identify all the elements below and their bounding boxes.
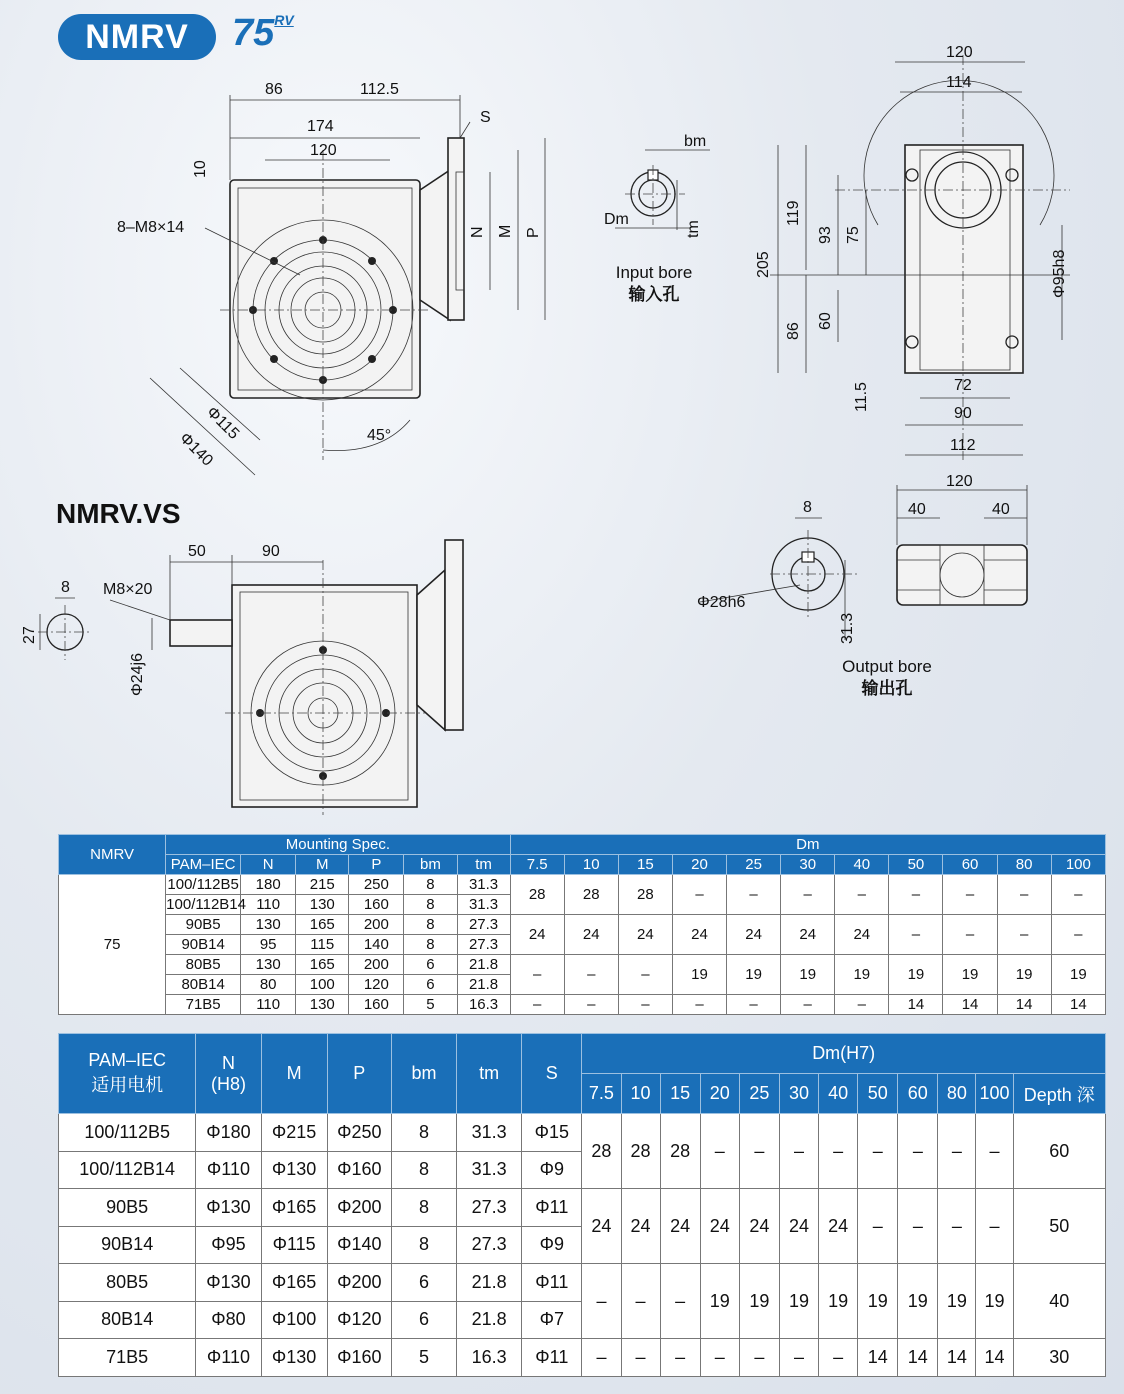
input-bore-caption: Input bore 输入孔 (615, 263, 693, 304)
t2-bm-header: bm (391, 1034, 456, 1114)
svg-text:S: S (480, 109, 491, 126)
svg-text:27: 27 (21, 626, 38, 644)
t1-mount-header: Mounting Spec. (166, 835, 510, 855)
table-row: 80B5 130 165 200 6 21.8 – – – 19 19 19 19 19 19 19 19 (59, 955, 1106, 975)
table-row: 90B14 Φ95 Φ115 Φ140 8 27.3 Φ9 (59, 1226, 1106, 1264)
t1-subheader-row: PAM–IEC N M P bm tm 7.5 10 15 20 25 30 40 50 60 80 100 (59, 855, 1106, 875)
svg-text:M8×20: M8×20 (103, 581, 153, 598)
side-view-drawing (755, 44, 1070, 460)
table-row: 90B5 Φ130 Φ165 Φ200 8 27.3 Φ11 24 24 24 24 24 24 24 – – – – 50 (59, 1189, 1106, 1227)
svg-text:45°: 45° (367, 427, 392, 444)
table-row: 100/112B5 Φ180 Φ215 Φ250 8 31.3 Φ15 28 28 28 – – – – – – – – 60 (59, 1114, 1106, 1152)
svg-text:40: 40 (908, 501, 926, 518)
t2-subheader-row: 7.5 10 15 20 25 30 40 50 60 80 100 Depth 深 (59, 1074, 1106, 1114)
t2-depth-header: Depth 深 (1013, 1074, 1105, 1114)
t2-pam-header: PAM–IEC 适用电机 (59, 1034, 196, 1114)
svg-text:50: 50 (188, 543, 206, 560)
table-row: 71B5 Φ110 Φ130 Φ160 5 16.3 Φ11 – – – – – – – 14 14 14 14 30 (59, 1339, 1106, 1377)
svg-text:75: 75 (845, 226, 862, 244)
svg-text:Φ95h8: Φ95h8 (1051, 249, 1068, 298)
svg-text:90: 90 (262, 543, 280, 560)
svg-text:Dm: Dm (604, 211, 629, 228)
svg-text:60: 60 (817, 312, 834, 330)
table-row: 80B14 80 100 120 6 21.8 (59, 975, 1106, 995)
t1-dm-header: Dm (510, 835, 1105, 855)
svg-text:Φ140: Φ140 (176, 429, 217, 470)
table-row: 100/112B14 Φ110 Φ130 Φ160 8 31.3 Φ9 (59, 1151, 1106, 1189)
series-badge: NMRV (58, 14, 216, 60)
table-row: 100/112B14 110 130 160 8 31.3 (59, 895, 1106, 915)
svg-text:114: 114 (946, 74, 972, 91)
svg-text:174: 174 (307, 118, 334, 135)
svg-text:N: N (469, 226, 486, 238)
svg-text:120: 120 (946, 473, 973, 490)
output-bore-drawing (697, 473, 1027, 644)
table-row: 90B5 130 165 200 8 27.3 24 24 24 24 24 24 24 – – – – (59, 915, 1106, 935)
t2-n-header: N (H8) (196, 1034, 261, 1114)
table-row: 71B5 110 130 160 5 16.3 – – – – – – – 14 14 14 14 (59, 995, 1106, 1015)
t1-model-cell: 75 (59, 875, 166, 1015)
t1-model-header: NMRV (59, 835, 166, 875)
svg-text:120: 120 (310, 142, 337, 159)
svg-text:bm: bm (684, 133, 707, 150)
svg-text:8: 8 (61, 579, 70, 596)
svg-text:120: 120 (946, 44, 973, 61)
svg-text:Φ24j6: Φ24j6 (129, 652, 146, 696)
svg-text:P: P (525, 227, 542, 238)
table-row: 80B14 Φ80 Φ100 Φ120 6 21.8 Φ7 (59, 1301, 1106, 1339)
svg-text:90: 90 (954, 405, 972, 422)
vs-title: NMRV.VS (56, 498, 181, 529)
size-label: $75^{RV}$ (232, 12, 294, 54)
svg-text:Φ28h6: Φ28h6 (697, 594, 746, 611)
mounting-spec-table (58, 834, 1106, 1015)
svg-text:86: 86 (785, 322, 802, 340)
svg-text:205: 205 (755, 251, 772, 278)
dm-h7-table (58, 1033, 1106, 1377)
svg-text:11.5: 11.5 (853, 382, 870, 412)
t2-dm-header: Dm(H7) (582, 1034, 1106, 1074)
svg-text:tm: tm (685, 220, 702, 238)
svg-text:72: 72 (954, 377, 972, 394)
svg-text:112: 112 (950, 437, 976, 454)
svg-text:86: 86 (265, 81, 283, 98)
svg-text:93: 93 (817, 226, 834, 244)
t2-m-header: M (261, 1034, 327, 1114)
front-view-drawing (117, 81, 545, 475)
table-row: 80B5 Φ130 Φ165 Φ200 6 21.8 Φ11 – – – 19 19 19 19 19 19 19 19 40 (59, 1264, 1106, 1302)
output-bore-caption: Output bore 输出孔 (842, 657, 932, 698)
svg-text:Φ115: Φ115 (203, 403, 243, 443)
svg-text:119: 119 (785, 200, 802, 226)
svg-text:10: 10 (192, 160, 209, 178)
table-row: 90B14 95 115 140 8 27.3 (59, 935, 1106, 955)
svg-text:8–M8×14: 8–M8×14 (117, 219, 185, 236)
vs-view-drawing (21, 540, 463, 815)
input-bore-drawing (604, 133, 710, 238)
svg-text:40: 40 (992, 501, 1010, 518)
t2-p-header: P (327, 1034, 391, 1114)
svg-text:M: M (497, 224, 514, 238)
svg-text:8: 8 (803, 499, 812, 516)
svg-text:112.5: 112.5 (360, 81, 399, 98)
svg-text:31.3: 31.3 (839, 612, 856, 644)
t2-tm-header: tm (457, 1034, 522, 1114)
table-row: 75 100/112B5 180 215 250 8 31.3 28 28 28 – – – – – – – – (59, 875, 1106, 895)
t2-s-header: S (522, 1034, 582, 1114)
